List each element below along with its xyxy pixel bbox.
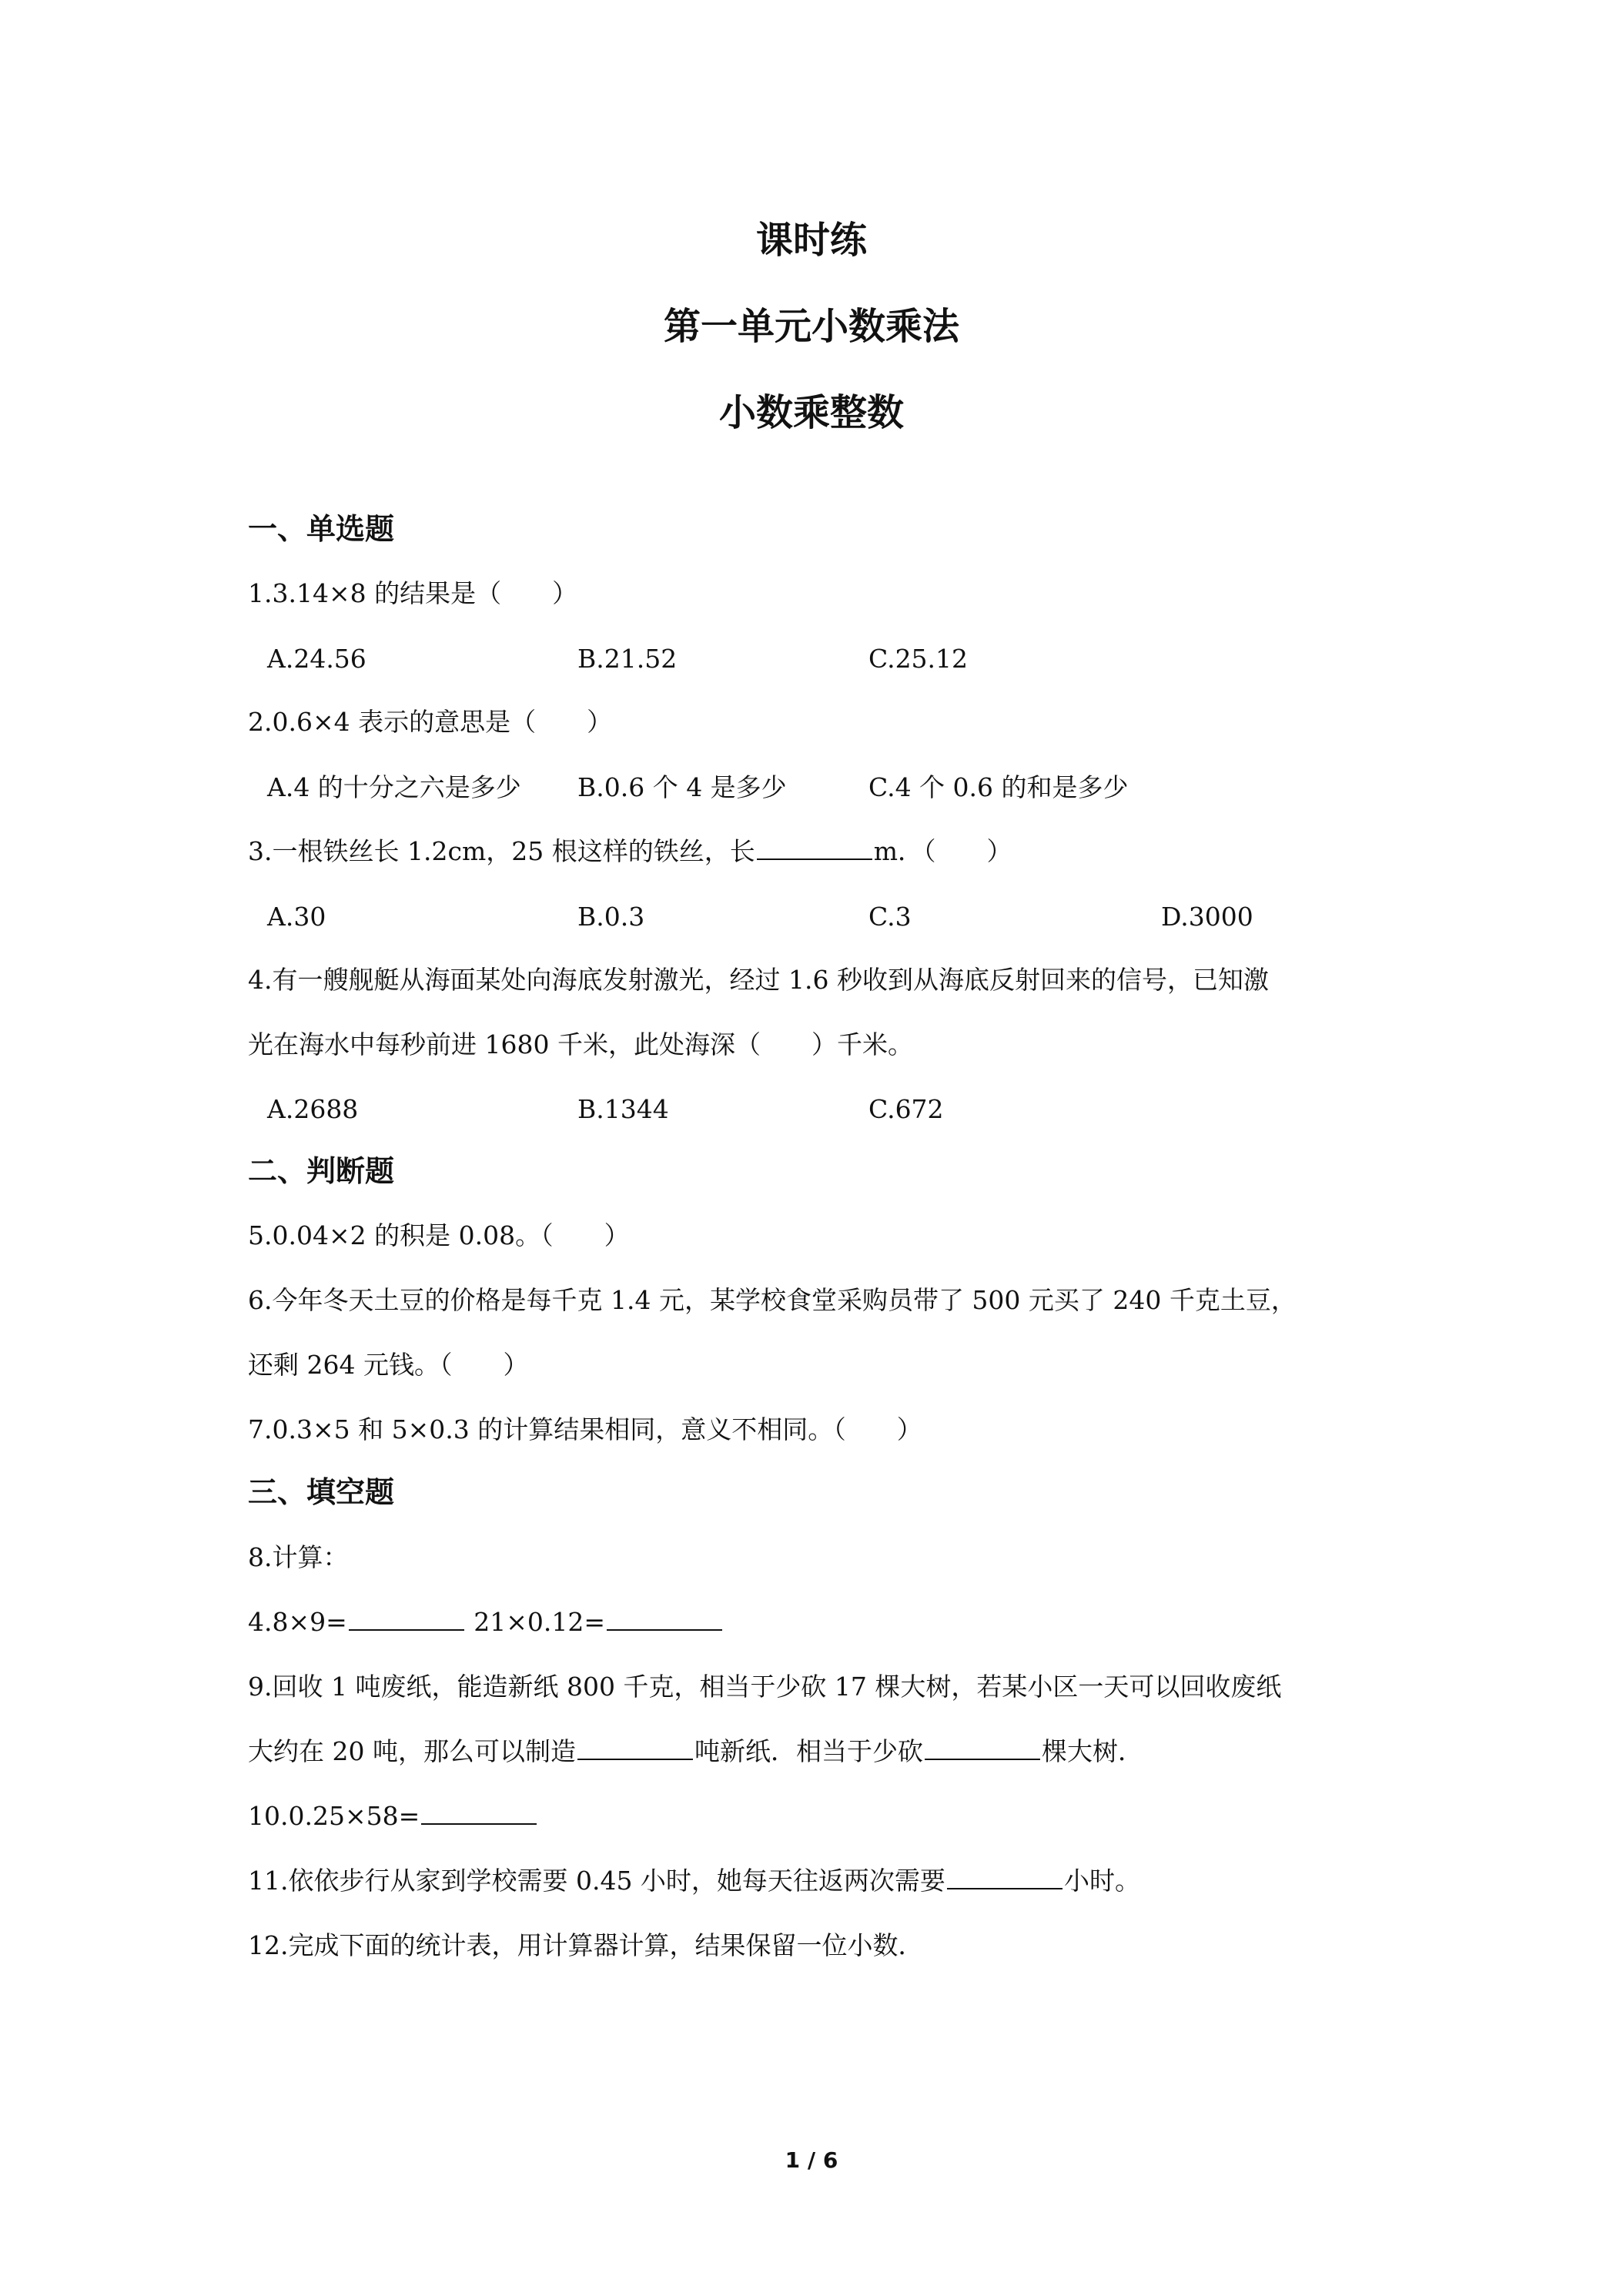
- question-2-stem: 2.0.6×4 表示的意思是（ ）: [248, 707, 613, 737]
- question-4-line-1: 4.有一艘舰艇从海面某处向海底发射激光，经过 1.6 秒收到从海底反射回来的信号，已知激: [248, 965, 1269, 995]
- question-8-parts: [248, 1605, 724, 1640]
- question-3-stem-part-b: m．（ ）: [873, 836, 1012, 866]
- question-1-option-a: A.24.56: [267, 644, 366, 674]
- question-7: 7.0.3×5 和 5×0.3 的计算结果相同，意义不相同。（ ）: [248, 1414, 922, 1444]
- section-single-choice: 一、单选题: [248, 512, 395, 546]
- section-judgement: 二、判断题: [248, 1154, 395, 1188]
- question-1-option-b: B.21.52: [577, 644, 678, 674]
- question-9-line-1: 9.回收 1 吨废纸，能造新纸 800 千克，相当于少砍 17 棵大树，若某小区一天可以回收废纸: [248, 1672, 1282, 1702]
- question-6-line-1: 6.今年冬天土豆的价格是每千克 1.4 元，某学校食堂采购员带了 500 元买了 240 千克土豆，: [248, 1285, 1297, 1315]
- question-11-part-b: 小时。: [1063, 1866, 1140, 1896]
- question-2-option-a: A.4 的十分之六是多少: [267, 772, 521, 802]
- question-4-option-b: B.1344: [577, 1094, 669, 1124]
- question-6-line-2: 还剩 264 元钱。（ ）: [248, 1350, 529, 1380]
- question-8-part-a-blank[interactable]: [349, 1606, 464, 1631]
- question-10-blank[interactable]: [421, 1800, 537, 1825]
- question-9-line-2-part-a: 大约在 20 吨，那么可以制造: [248, 1736, 576, 1766]
- question-1-option-c: C.25.12: [868, 644, 969, 674]
- question-1-stem: 1.3.14×8 的结果是（ ）: [248, 578, 578, 608]
- question-10-stem: 10.0.25×58=: [248, 1801, 420, 1831]
- question-8-part-b-blank[interactable]: [607, 1606, 722, 1631]
- question-4-line-2: 光在海水中每秒前进 1680 千米，此处海深（ ）千米。: [248, 1029, 913, 1059]
- question-3-option-b: B.0.3: [577, 902, 645, 932]
- question-8-part-a: 4.8×9=: [248, 1607, 347, 1637]
- main-title: 课时练: [755, 219, 867, 262]
- question-3-option-d: D.3000: [1161, 902, 1253, 932]
- question-9-blank-2[interactable]: [925, 1735, 1040, 1760]
- question-8-stem: 8.计算：: [248, 1542, 349, 1572]
- question-12: 12.完成下面的统计表，用计算器计算，结果保留一位小数．: [248, 1930, 924, 1960]
- question-4-option-c: C.672: [868, 1094, 944, 1124]
- question-2-option-b: B.0.6 个 4 是多少: [577, 772, 787, 802]
- question-9-line-2-part-b: 吨新纸．相当于少砍: [694, 1736, 923, 1766]
- question-3-answer-blank[interactable]: [757, 835, 872, 860]
- question-3-stem: [248, 834, 1012, 869]
- page-number: 1 / 6: [785, 2147, 838, 2173]
- lesson-title: 小数乘整数: [718, 391, 904, 434]
- question-9-blank-1[interactable]: [577, 1735, 693, 1760]
- question-11-part-a: 11.依依步行从家到学校需要 0.45 小时，她每天往返两次需要: [248, 1866, 945, 1896]
- unit-title: 第一单元小数乘法: [663, 305, 959, 348]
- question-9-line-2: [248, 1734, 1143, 1769]
- question-8-part-b: 21×0.12=: [474, 1607, 606, 1637]
- question-2-option-c: C.4 个 0.6 的和是多少: [868, 772, 1129, 802]
- question-11-blank[interactable]: [947, 1865, 1062, 1889]
- question-4-option-a: A.2688: [267, 1094, 359, 1124]
- section-fill-blank: 三、填空题: [248, 1475, 395, 1509]
- question-9-line-2-part-c: 棵大树．: [1041, 1736, 1143, 1766]
- question-5: 5.0.04×2 的积是 0.08。（ ）: [248, 1220, 630, 1250]
- question-11: [248, 1863, 1140, 1899]
- question-10: [248, 1799, 538, 1834]
- question-3-option-c: C.3: [868, 902, 912, 932]
- question-3-option-a: A.30: [267, 902, 326, 932]
- question-3-stem-part-a: 3.一根铁丝长 1.2cm，25 根这样的铁丝，长: [248, 836, 755, 866]
